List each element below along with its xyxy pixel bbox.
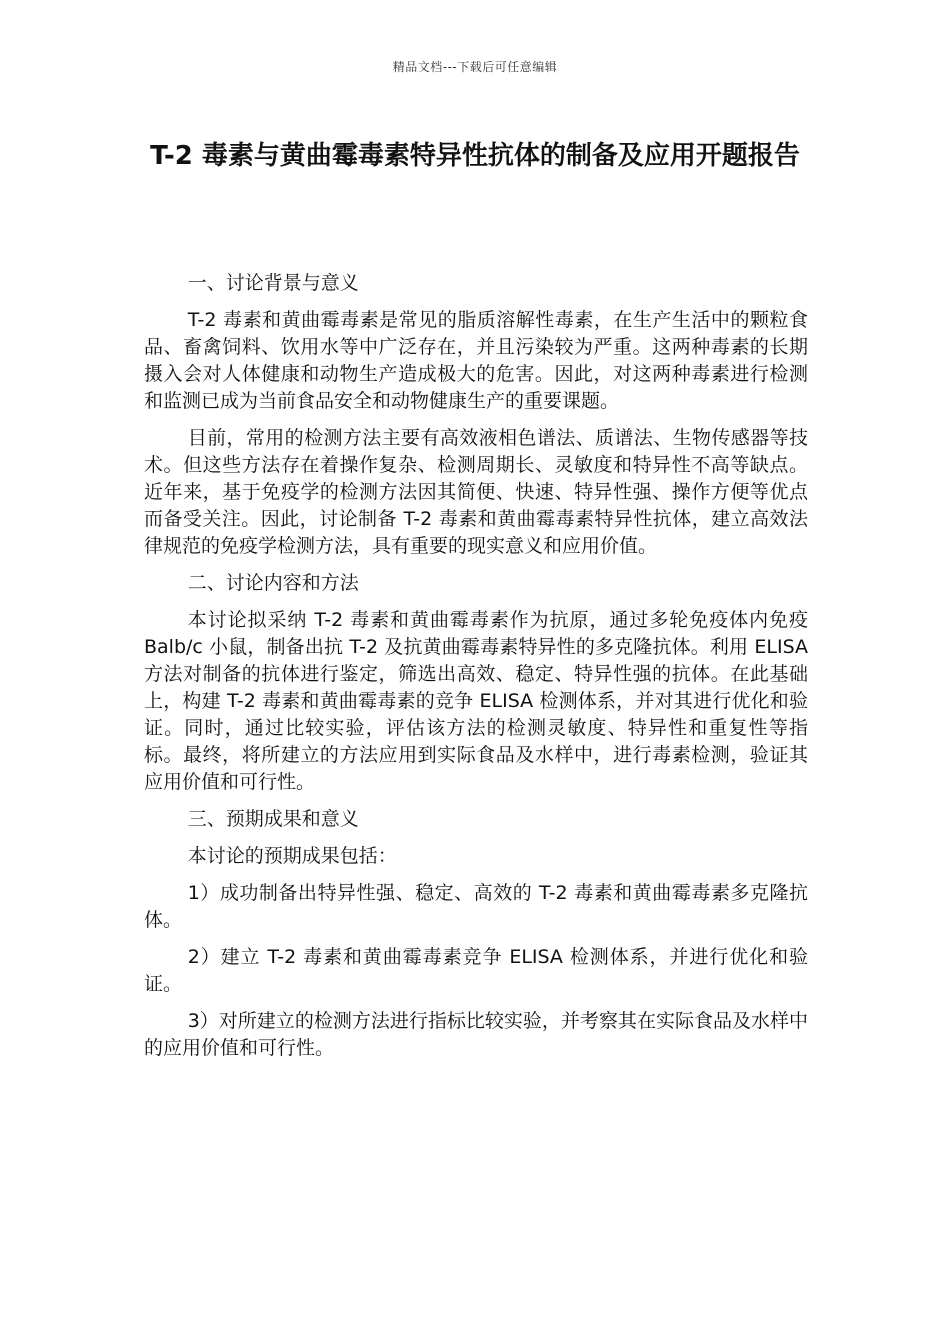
paragraph-background-2: 目前，常用的检测方法主要有高效液相色谱法、质谱法、生物传感器等技术。但这些方法存在着操作复杂、检测周期长、灵敏度和特异性不高等缺点。近年来，基于免疫学的检测方法因其简便、快速、特异性强、操作方便等优点而备受关注。因此，讨论制备 T-2 毒素和黄曲霉毒素特异性抗体，建立高效法律规范的免疫学检测方法，具有重要的现实意义和应用价值。 — [144, 427, 808, 557]
section-heading-expected-results: 三、预期成果和意义 — [187, 808, 359, 830]
list-item-expected-3: 3）对所建立的检测方法进行指标比较实验，并考察其在实际食品及水样中的应用价值和可行性。 — [144, 1010, 808, 1059]
header-note: 精品文档---下载后可任意编辑 — [392, 60, 558, 74]
paragraph-expected-intro: 本讨论的预期成果包括： — [187, 845, 397, 867]
document-body — [144, 270, 808, 1072]
section-heading-background: 一、讨论背景与意义 — [187, 272, 359, 294]
list-item-expected-1: 1）成功制备出特异性强、稳定、高效的 T-2 毒素和黄曲霉毒素多克隆抗体。 — [144, 882, 808, 931]
paragraph-content-methods: 本讨论拟采纳 T-2 毒素和黄曲霉毒素作为抗原，通过多轮免疫体内免疫 Balb/c 小鼠，制备出抗 T-2 及抗黄曲霉毒素特异性的多克隆抗体。利用 ELISA 方法对制备的抗体进行鉴定，筛选出高效、稳定、特异性强的抗体。在此基础上，构建 T-2 毒素和黄曲霉毒素的竞争 ELISA 检测体系，并对其进行优化和验证。同时，通过比较实验，评估该方法的检测灵敏度、特异性和重复性等指标。最终，将所建立的方法应用到实际食品及水样中，进行毒素检测，验证其应用价值和可行性。 — [144, 609, 808, 793]
list-item-expected-2: 2）建立 T-2 毒素和黄曲霉毒素竞争 ELISA 检测体系，并进行优化和验证。 — [144, 946, 808, 995]
section-heading-content-methods: 二、讨论内容和方法 — [187, 572, 359, 594]
document-title: T-2 毒素与黄曲霉毒素特异性抗体的制备及应用开题报告 — [150, 141, 800, 171]
paragraph-background-1: T-2 毒素和黄曲霉毒素是常见的脂质溶解性毒素，在生产生活中的颗粒食品、畜禽饲料、饮用水等中广泛存在，并且污染较为严重。这两种毒素的长期摄入会对人体健康和动物生产造成极大的危害。因此，对这两种毒素进行检测和监测已成为当前食品安全和动物健康生产的重要课题。 — [144, 309, 808, 412]
